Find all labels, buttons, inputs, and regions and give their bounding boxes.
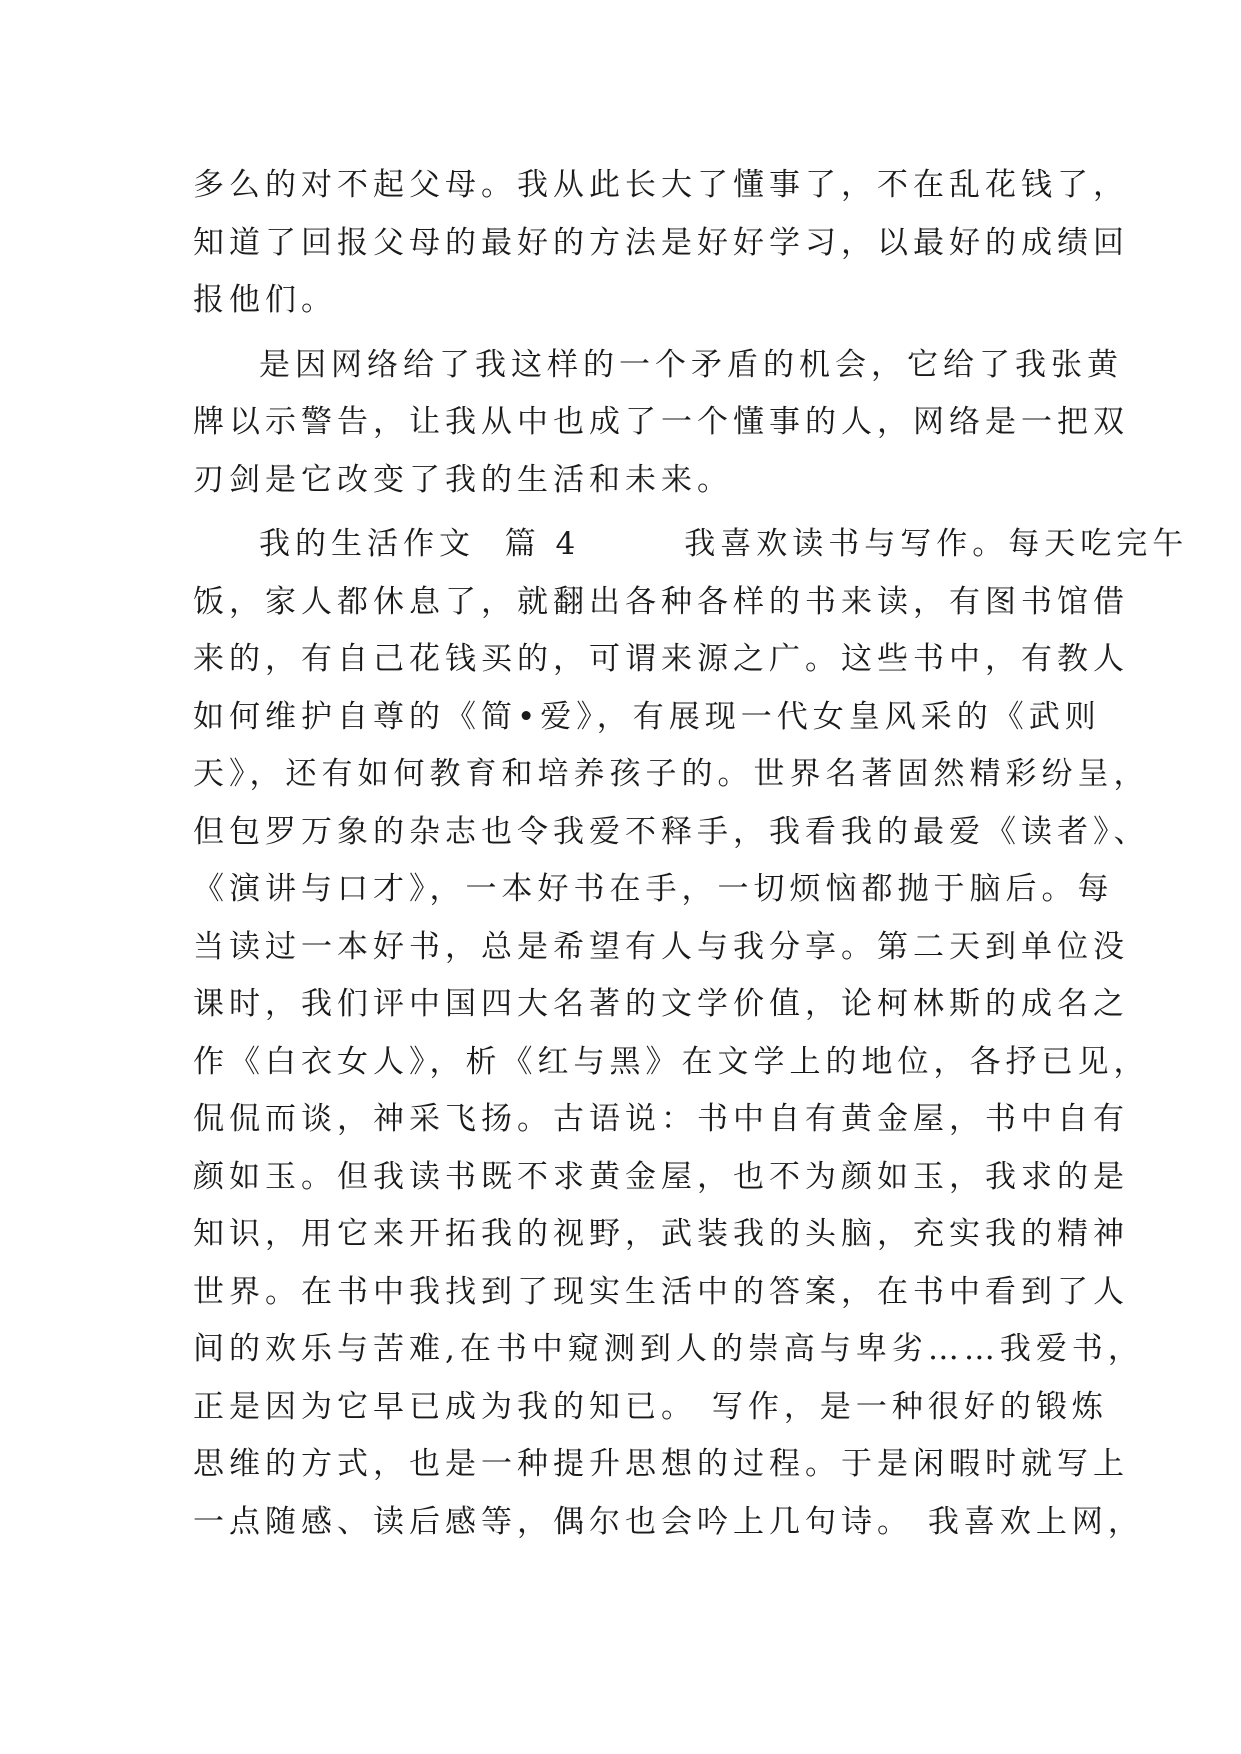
- text-line: 课时，我们评中国四大名著的文学价值，论柯林斯的成名之: [193, 986, 1129, 1022]
- text-line: 刃剑是它改变了我的生活和未来。: [193, 461, 733, 498]
- text-line: 知识，用它来开拓我的视野，武装我的头脑，充实我的精神: [193, 1216, 1129, 1252]
- text-line: 世界。在书中我找到了现实生活中的答案，在书中看到了人: [193, 1273, 1129, 1310]
- text-line: 但包罗万象的杂志也令我爱不释手，我看我的最爱《读者》、: [193, 813, 1150, 850]
- paragraph-1: [193, 157, 1129, 330]
- text-line-heading: 我的生活作文 篇 4 我喜欢读书与写作。每天吃完午: [259, 526, 1189, 562]
- text-line: 侃侃而谈，神采飞扬。古语说：书中自有黄金屋，书中自有: [193, 1101, 1129, 1137]
- document-body: [193, 157, 1189, 1609]
- text-line: 当读过一本好书，总是希望有人与我分享。第二天到单位没: [193, 928, 1129, 965]
- text-line: 间的欢乐与苦难,在书中窥测到人的崇高与卑劣……我爱书，: [193, 1331, 1144, 1367]
- text-line: 来的，有自己花钱买的，可谓来源之广。这些书中，有教人: [193, 641, 1129, 677]
- text-line: 作《白衣女人》，析《红与黑》在文学上的地位，各抒已见，: [193, 1043, 1150, 1080]
- text-line: 报他们。: [193, 282, 337, 318]
- text-line: [193, 1551, 1073, 1609]
- text-line: 多么的对不起父母。我从此长大了懂事了，不在乱花钱了，: [193, 167, 1129, 203]
- text-line: 饭，家人都休息了，就翻出各种各样的书来读，有图书馆借: [193, 583, 1129, 620]
- text-line: 思维的方式，也是一种提升思想的过程。于是闲暇时就写上: [193, 1446, 1129, 1482]
- paragraph-3: [193, 516, 1189, 1609]
- text-line: 天》，还有如何教育和培养孩子的。世界名著固然精彩纷呈，: [193, 756, 1150, 792]
- text-line: 知道了回报父母的最好的方法是好好学习，以最好的成绩回: [193, 224, 1129, 261]
- text-line: 牌以示警告，让我从中也成了一个懂事的人，网络是一把双: [193, 404, 1129, 440]
- text-line: 《演讲与口才》，一本好书在手，一切烦恼都抛于脑后。每: [193, 871, 1114, 907]
- text-line: 如何维护自尊的《简•爱》，有展现一代女皇风采的《武则: [193, 698, 1101, 735]
- text-line: 颜如玉。但我读书既不求黄金屋，也不为颜如玉，我求的是: [193, 1158, 1129, 1195]
- text-line: 一点随感、读后感等，偶尔也会吟上几句诗。 我喜欢上网，: [193, 1503, 1144, 1540]
- text-line: 正是因为它早已成为我的知已。 写作，是一种很好的锻炼: [193, 1388, 1108, 1425]
- paragraph-2: [193, 337, 1129, 510]
- text-line: 是因网络给了我这样的一个矛盾的机会，它给了我张黄: [259, 346, 1123, 383]
